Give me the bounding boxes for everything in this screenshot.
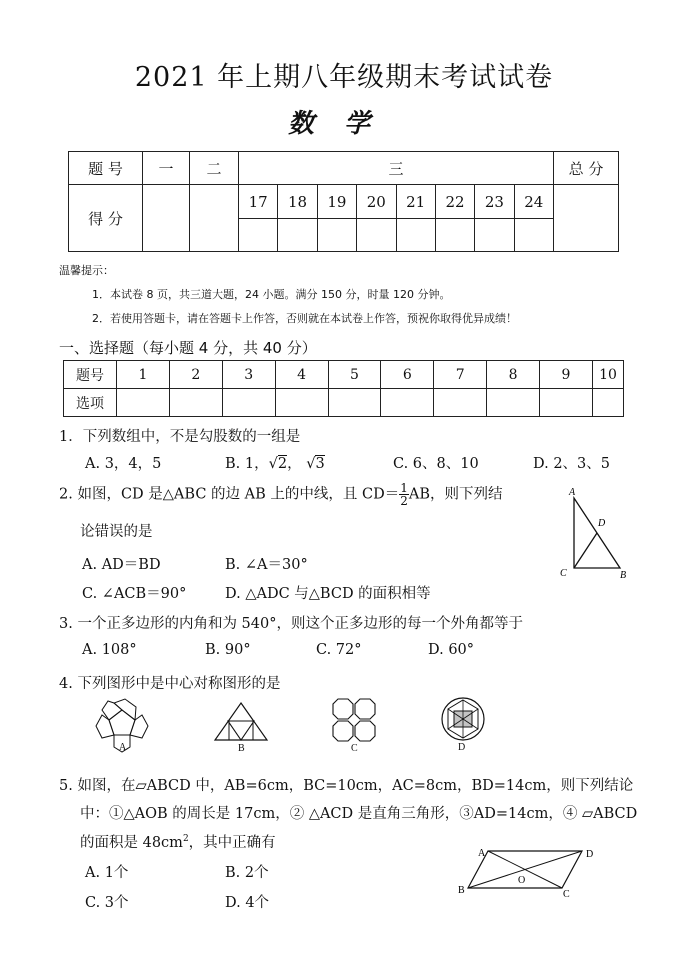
score-cell-part1[interactable] [143, 185, 190, 252]
answer-row-label-option: 选项 [64, 389, 117, 417]
answer-num-6: 6 [381, 361, 434, 389]
q1-option-a: A. 3，4，5 [85, 456, 162, 472]
q2-option-a: A. AD＝BD [82, 557, 161, 573]
q5-stem-line1: 5. 如图，在▱ABCD 中，AB=6cm，BC=10cm，AC=8cm，BD=14cm，则下列结论 [59, 778, 634, 794]
answer-num-7: 7 [434, 361, 487, 389]
q1-option-d: D. 2、3、5 [533, 456, 611, 472]
q2-stem-line2: 论错误的是 [80, 524, 153, 540]
score-table [68, 151, 619, 252]
q5-option-b: B. 2个 [225, 865, 269, 881]
answer-num-10: 10 [593, 361, 624, 389]
q1-root-1: 2 [277, 456, 288, 472]
q5-superscript: 2 [182, 834, 189, 845]
q4-stem: 4. 下列图形中是中心对称图形的是 [59, 676, 281, 692]
q4-figure-b-triangle [212, 700, 270, 744]
score-num-24: 24 [514, 185, 553, 219]
subject-title: 数学 [287, 109, 400, 139]
q2-frac-num: 1 [400, 481, 408, 495]
answer-num-5: 5 [328, 361, 381, 389]
answer-row-label-number: 题号 [64, 361, 117, 389]
q5-option-c: C. 3个 [85, 895, 129, 911]
answer-cell-8[interactable] [487, 389, 540, 417]
answer-cell-4[interactable] [275, 389, 328, 417]
sqrt-symbol: √ [268, 456, 278, 472]
answer-cell-10[interactable] [593, 389, 624, 417]
octagon [355, 699, 375, 719]
score-num-19: 19 [317, 185, 356, 219]
petal-pentagon [114, 699, 136, 720]
q3-option-d: D. 60° [428, 642, 475, 658]
sqrt-symbol: √ [306, 456, 316, 472]
fig-label-a: A [478, 848, 486, 859]
answer-num-4: 4 [275, 361, 328, 389]
fig-label-d: D [586, 849, 594, 860]
q2-option-c: C. ∠ACB＝90° [82, 586, 187, 602]
q3-option-b: B. 90° [205, 642, 251, 658]
q4-figure-c-octagons [329, 697, 379, 743]
tips-heading: 温馨提示： [59, 264, 114, 277]
q5-stem-line2: 中：①△AOB 的周长是 17cm，② △ACD 是直角三角形，③AD=14cm，④ ▱ABCD [80, 806, 638, 822]
answer-num-3: 3 [222, 361, 275, 389]
score-header-total: 总 分 [554, 152, 619, 185]
score-row-label: 得 分 [69, 185, 143, 252]
median-cd [574, 533, 597, 568]
answer-table [63, 360, 624, 417]
answer-cell-6[interactable] [381, 389, 434, 417]
score-num-21: 21 [396, 185, 435, 219]
fig-label-b: B [620, 570, 627, 581]
score-num-17: 17 [239, 185, 278, 219]
q1-stem: 1．下列数组中，不是勾股数的一组是 [59, 429, 301, 445]
tip-item-1: 1．本试卷 8 页，共三道大题，24 小题。满分 150 分，时量 120 分钟。 [92, 288, 451, 301]
score-cell-part2[interactable] [190, 185, 239, 252]
inner-square [229, 721, 253, 740]
q2-stem-part2: AB，则下列结 [408, 486, 503, 503]
q4-label-d: D [458, 742, 466, 753]
score-header-part3: 三 [239, 152, 554, 185]
answer-num-8: 8 [487, 361, 540, 389]
answer-cell-9[interactable] [540, 389, 593, 417]
q4-label-a: A [119, 742, 127, 753]
octagon [333, 699, 353, 719]
fig-label-b: B [458, 885, 465, 896]
score-cell-22[interactable] [435, 219, 474, 252]
score-header-part2: 二 [190, 152, 239, 185]
score-cell-20[interactable] [357, 219, 396, 252]
fig-label-o: O [518, 875, 526, 886]
exam-title: 2021 年上期八年级期末考试试卷 [134, 62, 554, 93]
score-cell-17[interactable] [239, 219, 278, 252]
tip-item-2: 2．若使用答题卡，请在答题卡上作答，否则就在本试卷上作答，预祝你取得优异成绩！ [92, 312, 517, 325]
score-cell-23[interactable] [475, 219, 514, 252]
q2-frac-den: 2 [400, 494, 408, 508]
score-num-20: 20 [357, 185, 396, 219]
fig-label-c: C [560, 568, 567, 579]
q5-option-d: D. 4个 [225, 895, 270, 911]
q5-parallelogram-figure [455, 843, 605, 899]
q4-label-b: B [238, 743, 245, 754]
q2-stem [59, 482, 502, 507]
q1-option-c: C. 6、8、10 [393, 456, 479, 472]
score-cell-18[interactable] [278, 219, 317, 252]
octagon [333, 721, 353, 741]
q1-option-b-prefix: B. 1， [225, 456, 269, 472]
fig-label-d: D [598, 518, 606, 529]
q1-option-b: B. 1，√2， √3 [225, 456, 325, 472]
fig-label-a: A [569, 487, 576, 498]
score-header-part1: 一 [143, 152, 190, 185]
q2-option-d: D. △ADC 与△BCD 的面积相等 [225, 586, 431, 602]
answer-num-9: 9 [540, 361, 593, 389]
answer-cell-7[interactable] [434, 389, 487, 417]
q2-stem-part1: 2. 如图，CD 是△ABC 的边 AB 上的中线，且 CD＝ [59, 486, 400, 503]
fig-label-c: C [563, 889, 570, 899]
section-title: 一、选择题（每小题 4 分，共 40 分） [59, 339, 317, 357]
answer-cell-1[interactable] [117, 389, 170, 417]
q5-stem-line3-post: ，其中正确有 [188, 835, 276, 851]
q2-triangle-figure [555, 483, 635, 583]
octagon [355, 721, 375, 741]
score-num-23: 23 [475, 185, 514, 219]
q5-option-a: A. 1个 [85, 865, 129, 881]
score-cell-21[interactable] [396, 219, 435, 252]
score-cell-24[interactable] [514, 219, 553, 252]
q1-root-2: 3 [315, 456, 325, 472]
score-cell-total[interactable] [554, 185, 619, 252]
score-cell-19[interactable] [317, 219, 356, 252]
q3-option-a: A. 108° [82, 642, 137, 658]
q3-option-c: C. 72° [316, 642, 362, 658]
inner-triangle [228, 721, 254, 740]
answer-num-2: 2 [169, 361, 222, 389]
q4-figure-d-circle [437, 696, 489, 742]
score-num-18: 18 [278, 185, 317, 219]
answer-cell-5[interactable] [328, 389, 381, 417]
q3-stem: 3. 一个正多边形的内角和为 540°，则这个正多边形的每一个外角都等于 [59, 616, 523, 632]
q2-option-b: B. ∠A＝30° [225, 557, 308, 573]
score-num-22: 22 [435, 185, 474, 219]
q5-stem-line3-pre: 的面积是 48cm [80, 835, 183, 851]
answer-cell-2[interactable] [169, 389, 222, 417]
answer-cell-3[interactable] [222, 389, 275, 417]
q4-label-c: C [351, 743, 358, 754]
answer-num-1: 1 [117, 361, 170, 389]
q2-fraction [399, 482, 409, 507]
score-header-label: 题 号 [69, 152, 143, 185]
q5-stem-line3 [80, 831, 276, 852]
